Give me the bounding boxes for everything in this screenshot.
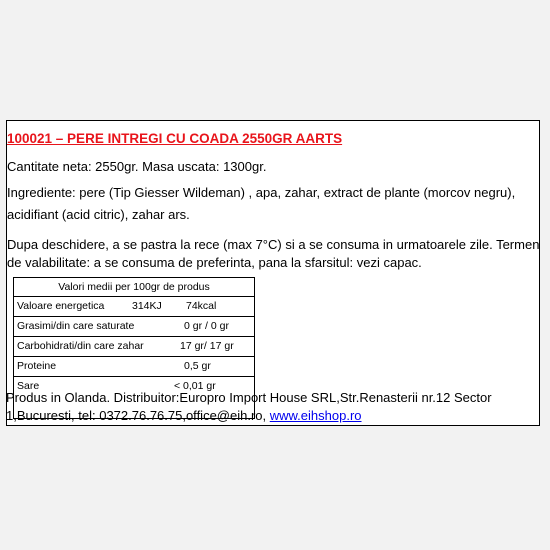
nutrition-label: Valoare energetica [17, 300, 105, 312]
storage-line-1: Dupa deschidere, a se pastra la rece (max 7°C) si a se consuma in urmatoarele zile. Termen [7, 237, 540, 252]
nutrition-value-kj: 314KJ [132, 300, 162, 312]
nutrition-value: < 0,01 gr [174, 380, 216, 392]
nutrition-value: 0 gr / 0 gr [184, 320, 229, 332]
nutrition-row-energy [14, 297, 254, 317]
nutrition-table-header: Valori medii per 100gr de produs [14, 278, 254, 297]
nutrition-label: Grasimi/din care saturate [17, 320, 135, 332]
ingredients-line-1: Ingrediente: pere (Tip Giesser Wildeman) , apa, zahar, extract de plante (morcov negru), [7, 185, 516, 200]
nutrition-value-kcal: 74kcal [186, 300, 217, 312]
nutrition-label: Carbohidrati/din care zahar [17, 340, 144, 352]
distributor-line-2 [6, 408, 362, 423]
storage-line-2: de valabilitate: a se consuma de preferinta, pana la sfarsitul: vezi capac. [7, 255, 422, 270]
nutrition-value: 0,5 gr [184, 360, 211, 372]
nutrition-value: 17 gr/ 17 gr [180, 340, 234, 352]
product-label [6, 120, 540, 426]
nutrition-row-protein [14, 357, 254, 377]
nutrition-row-fat [14, 317, 254, 337]
shop-link[interactable]: www.eihshop.ro [269, 408, 362, 423]
distributor-line-1: Produs in Olanda. Distribuitor:Europro Import House SRL,Str.Renasterii nr.12 Sector [6, 390, 492, 405]
distributor-contact: 1,Bucuresti, tel: 0372.76.76.75,office@eih.ro, [6, 408, 270, 423]
nutrition-row-carbs [14, 337, 254, 357]
net-quantity: Cantitate neta: 2550gr. Masa uscata: 1300gr. [7, 159, 267, 174]
ingredients-line-2: acidifiant (acid citric), zahar ars. [7, 207, 190, 222]
product-title: 100021 – PERE INTREGI CU COADA 2550GR AARTS [7, 131, 343, 146]
nutrition-label: Proteine [17, 360, 57, 372]
nutrition-label: Sare [17, 380, 40, 392]
